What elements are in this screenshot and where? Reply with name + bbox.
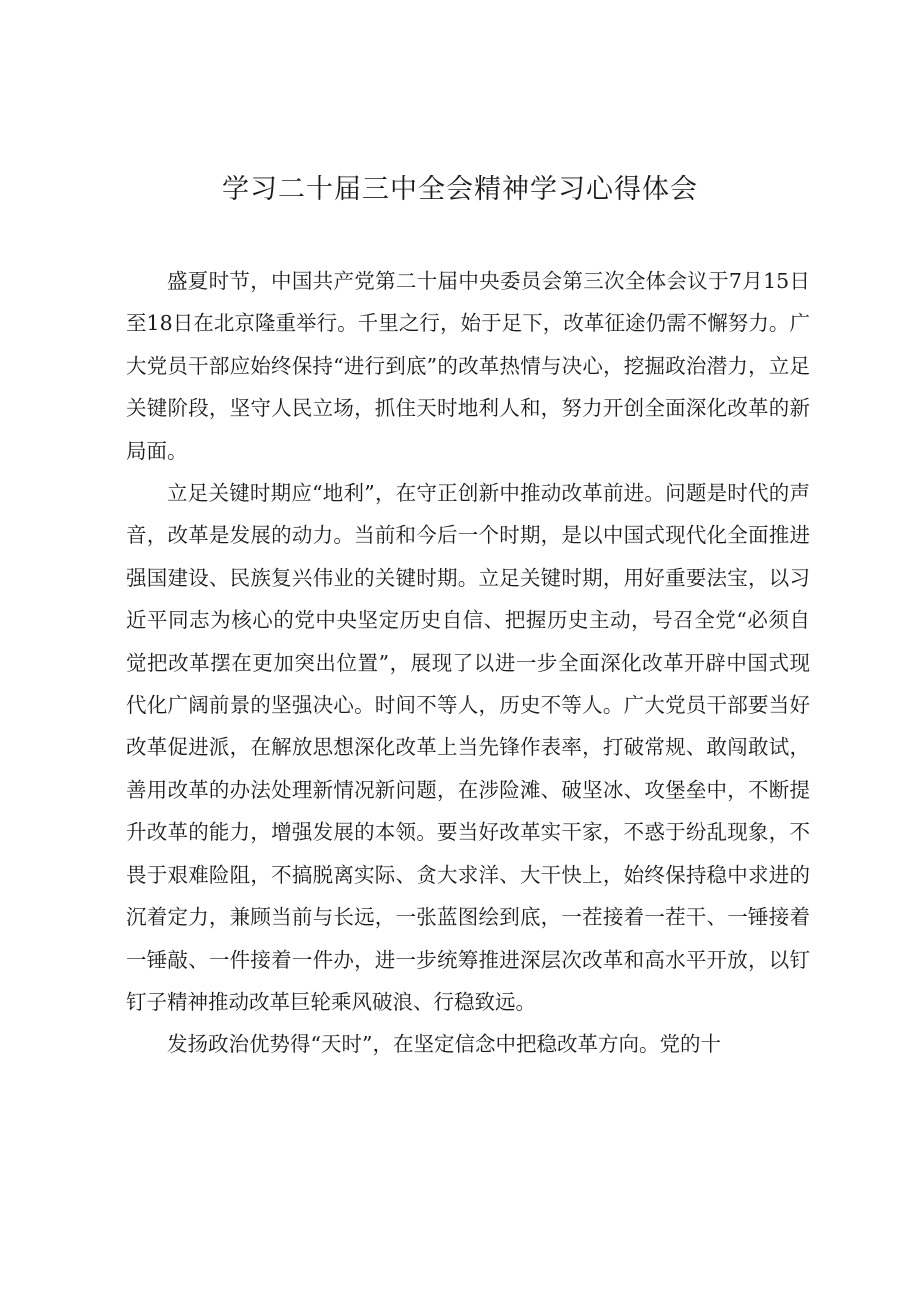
document-title: 学习二十届三中全会精神学习心得体会	[222, 174, 698, 205]
paragraph-3: 发扬政治优势得“天时”，在坚定信念中把稳改革方向。党的十	[167, 1032, 721, 1057]
document-body	[126, 260, 810, 1066]
paragraph-1: 盛夏时节，中国共产党第二十届中央委员会第三次全体会议于7月15日至18日在北京隆重举行。千里之行，始于足下，改革征途仍需不懈努力。广大党员干部应始终保持“进行到底”的改革热情与决心，挖掘政治潜力，立足关键阶段，坚守人民立场，抓住天时地利人和，努力开创全面深化改革的新局面。	[126, 269, 810, 463]
paragraph-2: 立足关键时期应“地利”，在守正创新中推动改革前进。问题是时代的声音，改革是发展的动力。当前和今后一个时期，是以中国式现代化全面推进强国建设、民族复兴伟业的关键时期。立足关键时期，用好重要法宝，以习近平同志为核心的党中央坚定历史自信、把握历史主动，号召全党“必须自觉把改革摆在更加突出位置”，展现了以进一步全面深化改革开辟中国式现代化广阔前景的坚强决心。时间不等人，历史不等人。广大党员干部要当好改革促进派，在解放思想深化改革上当先锋作表率，打破常规、敢闯敢试，善用改革的办法处理新情况新问题，在涉险滩、破坚冰、攻堡垒中，不断提升改革的能力，增强发展的本领。要当好改革实干家，不惑于纷乱现象，不畏于艰难险阻，不搞脱离实际、贪大求洋、大干快上，始终保持稳中求进的沉着定力，兼顾当前与长远，一张蓝图绘到底，一茬接着一茬干、一锤接着一锤敲、一件接着一件办，进一步统筹推进深层次改革和高水平开放，以钉钉子精神推动改革巨轮乘风破浪、行稳致远。	[126, 481, 810, 1014]
